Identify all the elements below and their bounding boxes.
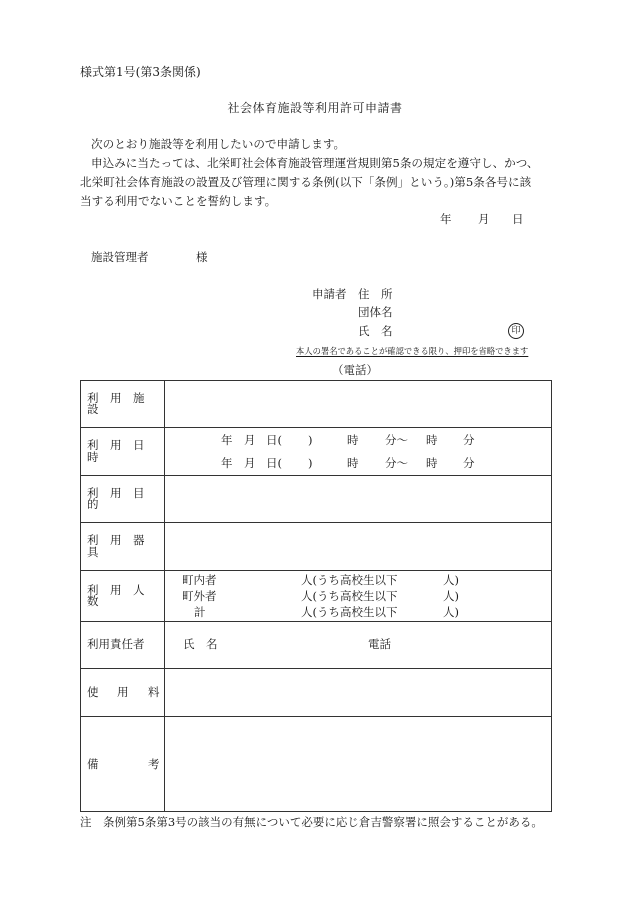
equipment-label: 利 用 器 具 — [81, 523, 165, 570]
dt1-paren-close: ) — [308, 433, 313, 447]
group-name-label[interactable]: 団体名 — [358, 305, 393, 319]
dt2-hour-start: 時 — [347, 456, 359, 470]
people-town-unit: 人(うち高校生以下 — [301, 573, 398, 587]
dt2-day: 日( — [266, 456, 282, 470]
applicant-label: 申請者 — [312, 287, 347, 301]
row-purpose — [81, 476, 551, 523]
dt1-minute-start: 分〜 — [385, 433, 408, 447]
responsible-phone-label: 電話 — [368, 637, 391, 651]
intro-line: 当する利用でないことを誓約します。 — [80, 194, 277, 208]
date-month-field[interactable]: 月 — [478, 212, 490, 226]
form-title: 社会体育施設等利用許可申請書 — [227, 101, 403, 115]
datetime-label: 利 用 日 時 — [81, 428, 165, 475]
form-number: 様式第1号(第3条関係) — [80, 65, 201, 79]
intro-line: 次のとおり施設等を利用したいので申請します。 — [91, 137, 346, 151]
address-label[interactable]: 住 所 — [358, 287, 393, 301]
purpose-label: 利 用 目 的 — [81, 476, 165, 522]
row-datetime — [81, 428, 551, 476]
people-total-unit: 人(うち高校生以下 — [301, 605, 398, 619]
fee-label-char: 用 — [117, 684, 129, 699]
dt2-month: 月 — [244, 456, 256, 470]
dt2-minute-end: 分 — [463, 456, 475, 470]
row-fee — [81, 669, 551, 717]
addressee-label: 施設管理者 — [91, 250, 149, 264]
facility-field[interactable] — [165, 381, 551, 427]
people-outside-unit: 人(うち高校生以下 — [301, 589, 398, 603]
facility-label: 利 用 施 設 — [81, 381, 165, 427]
row-remarks — [81, 717, 551, 812]
people-town-close: 人) — [443, 573, 459, 587]
responsible-name-label: 氏 名 — [183, 637, 218, 651]
date-day-field[interactable]: 日 — [512, 212, 524, 226]
row-facility — [81, 381, 551, 428]
dt1-hour-end: 時 — [426, 433, 438, 447]
dt2-hour-end: 時 — [426, 456, 438, 470]
applicant-name-label[interactable]: 氏 名 — [358, 324, 393, 338]
row-equipment — [81, 523, 551, 571]
remarks-label-char: 備 — [87, 756, 99, 771]
fee-label-char: 使 — [87, 684, 99, 699]
signature-note: 本人の署名であることが確認できる限り、押印を省略できます — [296, 346, 529, 356]
addressee-suffix: 様 — [196, 250, 208, 264]
people-field[interactable] — [165, 571, 551, 621]
remarks-field[interactable] — [165, 717, 551, 812]
dt1-year: 年 — [221, 433, 233, 447]
dt1-month: 月 — [244, 433, 256, 447]
purpose-field[interactable] — [165, 476, 551, 522]
seal-icon: 印 — [508, 323, 524, 339]
dt1-minute-end: 分 — [463, 433, 475, 447]
fee-label-char: 料 — [148, 684, 160, 699]
date-year-field[interactable]: 年 — [440, 212, 452, 226]
people-outside-close: 人) — [443, 589, 459, 603]
phone-label[interactable]: （電話） — [332, 363, 378, 377]
fee-field[interactable] — [165, 669, 551, 716]
row-people — [81, 571, 551, 622]
remarks-label-char: 考 — [148, 756, 160, 771]
intro-line: 申込みに当たっては、北栄町社会体育施設管理運営規則第5条の規定を遵守し、かつ、 — [91, 156, 539, 170]
dt1-hour-start: 時 — [347, 433, 359, 447]
dt2-minute-start: 分〜 — [385, 456, 408, 470]
application-table — [80, 380, 552, 812]
people-total-label: 計 — [194, 605, 206, 619]
datetime-field[interactable] — [165, 428, 551, 475]
dt2-paren-close: ) — [308, 456, 313, 470]
dt1-day: 日( — [266, 433, 282, 447]
fee-label — [81, 669, 165, 716]
remarks-label — [81, 717, 165, 812]
people-total-close: 人) — [443, 605, 459, 619]
footnote: 注 条例第5条第3号の該当の有無について必要に応じ倉吉警察署に照会することがある。 — [80, 815, 543, 829]
people-outside-label: 町外者 — [182, 589, 217, 603]
row-responsible — [81, 622, 551, 669]
equipment-field[interactable] — [165, 523, 551, 570]
responsible-field[interactable] — [165, 622, 551, 668]
intro-line: 北栄町社会体育施設の設置及び管理に関する条例(以下「条例」という。)第5条各号に該 — [80, 175, 532, 189]
dt2-year: 年 — [221, 456, 233, 470]
people-label: 利 用 人 数 — [81, 571, 165, 621]
people-town-label: 町内者 — [182, 573, 217, 587]
responsible-label: 利用責任者 — [81, 622, 165, 668]
